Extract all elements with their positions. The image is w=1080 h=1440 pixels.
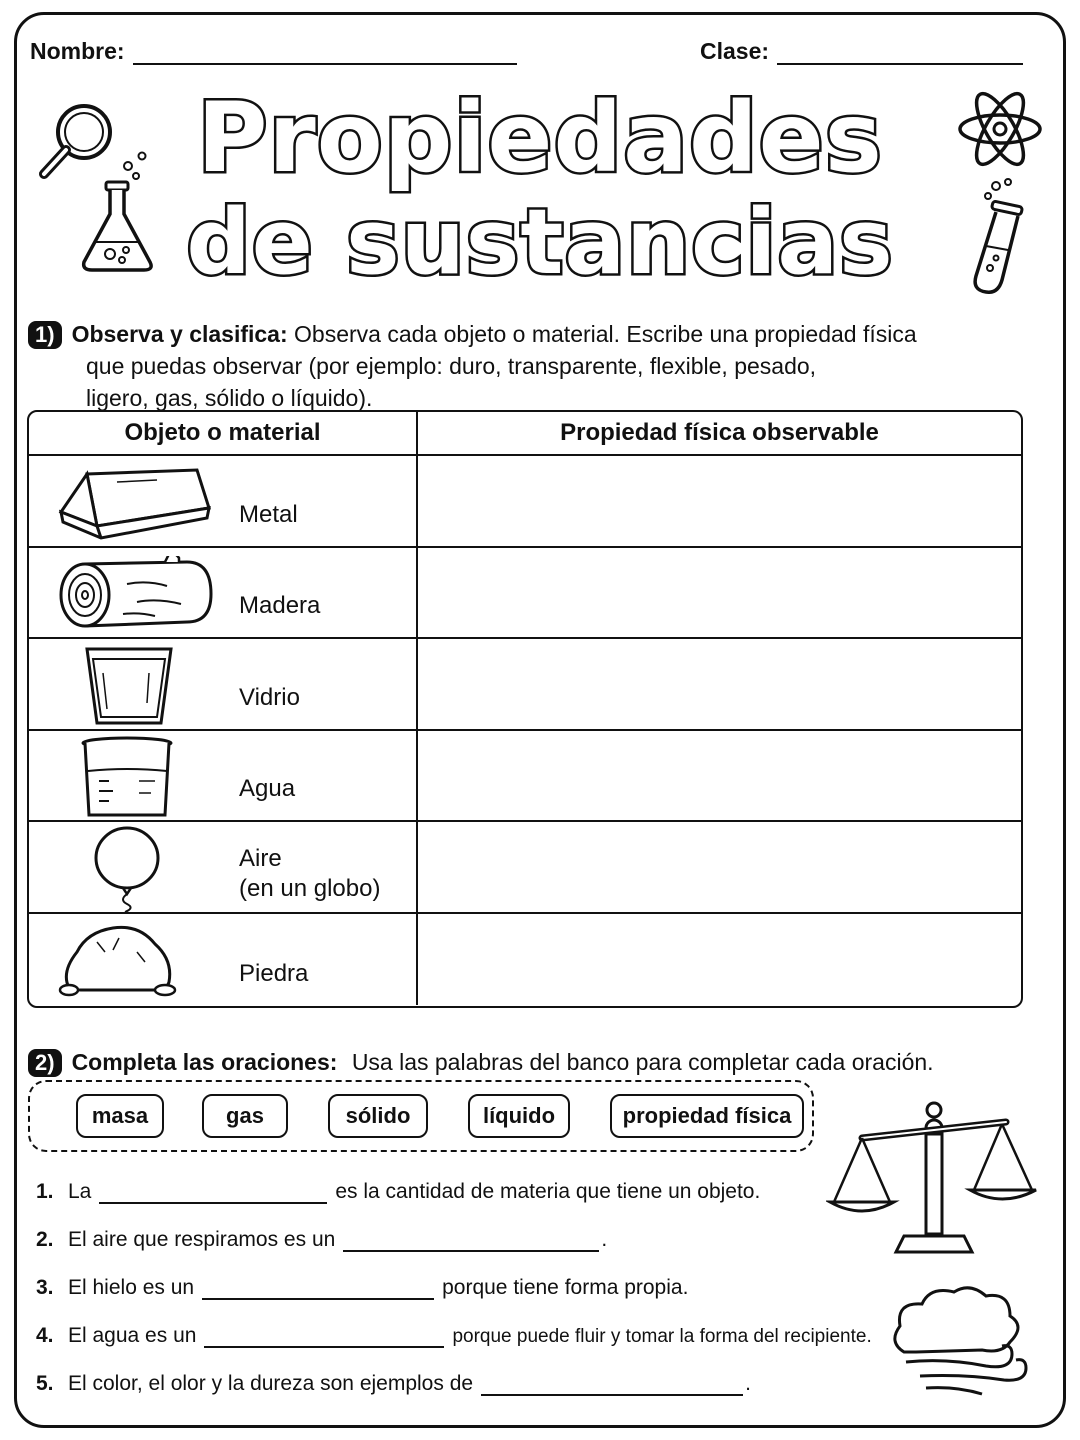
object-cell xyxy=(29,456,418,546)
class-field[interactable] xyxy=(700,38,1023,65)
sentence-number: 1. xyxy=(36,1180,54,1203)
sentence-blank[interactable] xyxy=(99,1184,327,1204)
section-1-label: Observa y clasifica: xyxy=(71,321,288,347)
word-chip: líquido xyxy=(468,1094,570,1138)
metal-bar-icon xyxy=(57,468,213,544)
sentence-item xyxy=(36,1276,688,1300)
table-row xyxy=(29,639,1021,731)
section-1-number: 1) xyxy=(28,321,62,349)
sentence-blank[interactable] xyxy=(204,1328,444,1348)
answer-cell[interactable] xyxy=(418,731,1021,821)
sentence-after: es la cantidad de materia que tiene un objeto. xyxy=(335,1180,761,1203)
sentence-item xyxy=(36,1228,607,1252)
word-chip: masa xyxy=(76,1094,164,1138)
section-1-instruction-2: que puedas observar (por ejemplo: duro, transparente, flexible, pesado, xyxy=(86,353,817,379)
test-tube-icon xyxy=(962,176,1034,294)
answer-cell[interactable] xyxy=(418,639,1021,729)
object-label: Piedra xyxy=(239,960,309,987)
sentence-item xyxy=(36,1372,751,1396)
header-fields xyxy=(30,38,1050,78)
class-input-line[interactable] xyxy=(777,41,1023,65)
object-label-line2: (en un globo) xyxy=(239,874,381,902)
answer-cell[interactable] xyxy=(418,548,1021,638)
section-2-label: Completa las oraciones: xyxy=(71,1049,338,1075)
sentence-before: El hielo es un xyxy=(68,1276,195,1299)
balloon-icon xyxy=(89,826,165,912)
table-row xyxy=(29,731,1021,823)
object-cell xyxy=(29,731,418,821)
object-label: Vidrio xyxy=(239,683,300,711)
sentence-number: 2. xyxy=(36,1228,54,1251)
object-label: Agua xyxy=(239,775,296,802)
object-label-line1: Aire xyxy=(239,844,282,872)
properties-table xyxy=(27,410,1023,1008)
sentence-blank[interactable] xyxy=(202,1280,434,1300)
wood-log-icon xyxy=(57,556,215,632)
column-header-object: Objeto o material xyxy=(29,412,418,454)
table-header xyxy=(29,412,1021,456)
answer-cell[interactable] xyxy=(418,822,1021,912)
word-chip: propiedad física xyxy=(610,1094,804,1138)
sentence-item xyxy=(36,1180,760,1204)
word-chip: sólido xyxy=(328,1094,428,1138)
table-row xyxy=(29,822,1021,914)
sentence-blank[interactable] xyxy=(481,1376,743,1396)
sentence-after: . xyxy=(745,1372,751,1395)
section-1-instruction-1: Observa cada objeto o material. Escribe una propiedad física xyxy=(294,321,917,347)
balance-scale-icon xyxy=(826,1100,1046,1260)
name-field[interactable] xyxy=(30,38,517,65)
sentence-after: . xyxy=(601,1228,608,1251)
sentence-after: porque tiene forma propia. xyxy=(442,1276,689,1299)
object-cell xyxy=(29,822,418,912)
name-input-line[interactable] xyxy=(133,41,517,65)
water-beaker-icon xyxy=(79,735,175,821)
object-label: Metal xyxy=(239,500,298,528)
object-cell xyxy=(29,548,418,638)
sentence-number: 4. xyxy=(36,1324,54,1347)
section-2-instruction: Usa las palabras del banco para completar cada oración. xyxy=(351,1049,934,1075)
name-label: Nombre: xyxy=(30,38,125,64)
column-header-property: Propiedad física observable xyxy=(560,419,879,446)
sentence-item xyxy=(36,1324,872,1348)
answer-cell[interactable] xyxy=(418,456,1021,546)
word-bank xyxy=(28,1080,814,1152)
answer-cell[interactable] xyxy=(418,914,1021,1006)
table-row xyxy=(29,456,1021,548)
section-1-instruction-3: ligero, gas, sólido o líquido). xyxy=(86,385,373,411)
object-label xyxy=(239,844,380,904)
class-label: Clase: xyxy=(700,38,770,64)
page-title-line1: Propiedades xyxy=(197,82,883,194)
rock-icon xyxy=(57,922,183,998)
page-title-line2: de sustancias xyxy=(186,190,894,295)
section-1-heading xyxy=(28,318,1040,414)
sentence-before: El aire que respiramos es un xyxy=(68,1228,336,1251)
table-row xyxy=(29,914,1021,1006)
sentence-before: El color, el olor y la dureza son ejemplos de xyxy=(68,1372,474,1395)
sentence-number: 3. xyxy=(36,1276,54,1299)
sentence-before: La xyxy=(68,1180,92,1203)
table-row xyxy=(29,548,1021,640)
atom-icon xyxy=(955,86,1045,172)
wind-cloud-icon xyxy=(886,1282,1036,1400)
sentence-blank[interactable] xyxy=(343,1232,599,1252)
word-chip: gas xyxy=(202,1094,288,1138)
flask-icon xyxy=(74,150,164,278)
object-cell xyxy=(29,914,418,1006)
section-2-heading xyxy=(28,1046,1040,1078)
sentence-before: El agua es un xyxy=(68,1324,197,1347)
section-2-number: 2) xyxy=(28,1049,62,1077)
sentence-after: porque puede fluir y tomar la forma del recipiente. xyxy=(452,1326,872,1347)
sentence-number: 5. xyxy=(36,1372,54,1395)
object-cell xyxy=(29,639,418,729)
object-label: Madera xyxy=(239,592,321,619)
glass-cup-icon xyxy=(81,643,177,729)
